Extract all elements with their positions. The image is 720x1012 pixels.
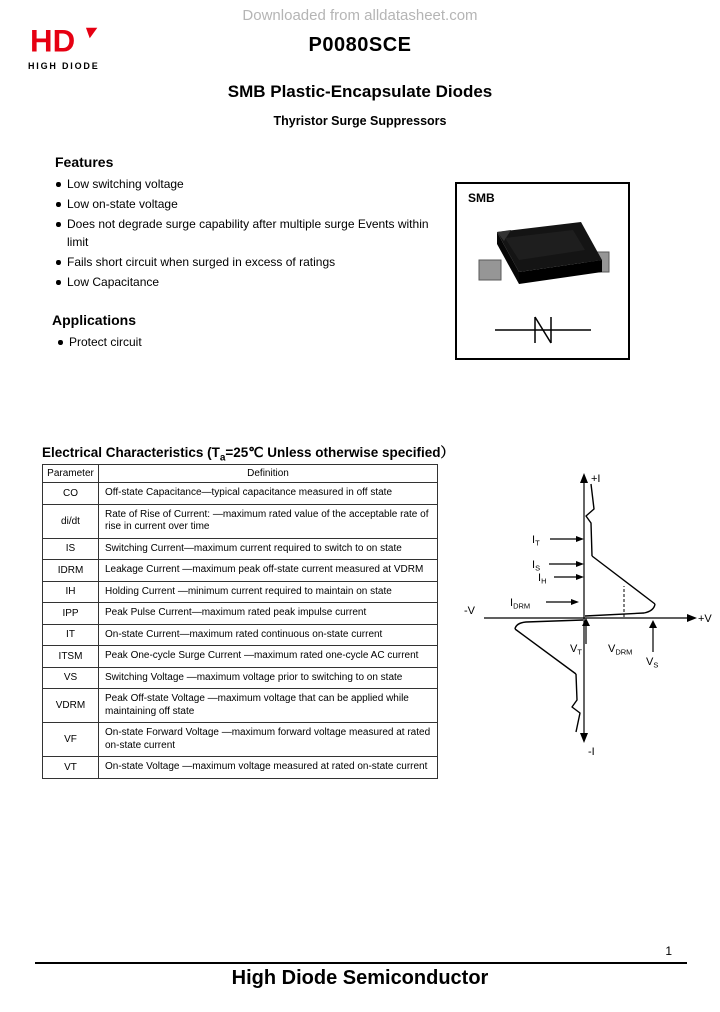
ec-heading-post: =25℃ Unless otherwise specified） xyxy=(225,445,455,460)
axis-label-minus-v: -V xyxy=(464,605,475,617)
vs-arrow-icon xyxy=(649,620,657,628)
parameter-cell: VF xyxy=(43,723,99,757)
definition-cell: Leakage Current —maximum peak off-state current measured at VDRM xyxy=(99,560,438,582)
table-body xyxy=(43,483,438,779)
curve-positive-onstate xyxy=(586,484,594,556)
list-item-text: Does not degrade surge capability after multiple surge Events within limit xyxy=(67,217,429,249)
parameter-cell: ITSM xyxy=(43,646,99,668)
list-item xyxy=(55,215,447,251)
footer-company-name: High Diode Semiconductor xyxy=(231,967,489,989)
thyristor-symbol-icon xyxy=(493,308,593,352)
parameter-cell: VDRM xyxy=(43,689,99,723)
list-item xyxy=(55,175,447,193)
curve-positive-offstate xyxy=(585,604,655,616)
ih-arrow-icon xyxy=(576,574,584,580)
parameter-cell: VS xyxy=(43,667,99,689)
parameter-cell: IH xyxy=(43,581,99,603)
label-vdrm: $V_{DRM}$ xyxy=(608,643,633,657)
table-row xyxy=(43,560,438,582)
list-item-text: Low on-state voltage xyxy=(67,197,178,211)
curve-negative-switchback xyxy=(515,629,576,674)
idrm-arrow-icon xyxy=(571,599,579,605)
axis-label-plus-v: +V xyxy=(698,613,712,625)
list-item xyxy=(55,253,447,271)
is-arrow-icon xyxy=(576,561,584,567)
table-row xyxy=(43,757,438,779)
bullet-icon xyxy=(56,202,61,207)
bullet-icon xyxy=(56,182,61,187)
brand-name: HIGH DIODE xyxy=(28,61,100,71)
axis-arrow-down-icon xyxy=(580,733,588,743)
definition-cell: Rate of Rise of Current: —maximum rated value of the acceptable rate of rise in current over time xyxy=(99,504,438,538)
parameter-cell: CO xyxy=(43,483,99,505)
definition-cell: Switching Current—maximum current required to switch to on state xyxy=(99,538,438,560)
definition-cell: Switching Voltage —maximum voltage prior to switching to on state xyxy=(99,667,438,689)
table-row xyxy=(43,603,438,625)
package-outline-box xyxy=(455,182,630,360)
vt-arrow-icon xyxy=(582,618,590,626)
bullet-icon xyxy=(58,340,63,345)
ec-heading-subscript: a xyxy=(219,452,226,464)
axis-arrow-right-icon xyxy=(687,614,697,622)
label-vs: $V_S$ xyxy=(646,656,659,670)
bullet-icon xyxy=(56,222,61,227)
table-row xyxy=(43,723,438,757)
axis-arrow-up-icon xyxy=(580,473,588,483)
list-item-text: Fails short circuit when surged in excess of ratings xyxy=(67,255,336,269)
table-row xyxy=(43,538,438,560)
definition-cell: Peak Pulse Current—maximum rated peak impulse current xyxy=(99,603,438,625)
label-idrm: $I_{DRM}$ xyxy=(510,597,531,611)
list-item-text: Low Capacitance xyxy=(67,275,160,289)
table-row xyxy=(43,483,438,505)
label-it: $I_T$ xyxy=(532,534,540,548)
part-number: P0080SCE xyxy=(308,34,412,56)
label-vt: $V_T$ xyxy=(570,643,582,657)
parameter-cell: IS xyxy=(43,538,99,560)
table-row xyxy=(43,667,438,689)
table-row xyxy=(43,624,438,646)
hd-logo-text: HD xyxy=(30,24,76,59)
parameter-cell: IDRM xyxy=(43,560,99,582)
axis-label-plus-i: +I xyxy=(591,473,601,485)
table-row xyxy=(43,504,438,538)
definition-cell: Peak One-cycle Surge Current —maximum rated one-cycle AC current xyxy=(99,646,438,668)
document-title: SMB Plastic-Encapsulate Diodes xyxy=(227,82,493,101)
parameter-cell: IT xyxy=(43,624,99,646)
definition-cell: On-state Voltage —maximum voltage measured at rated on-state current xyxy=(99,757,438,779)
bullet-icon xyxy=(56,260,61,265)
list-item xyxy=(55,195,447,213)
definition-cell: Peak Off-state Voltage —maximum voltage that can be applied while maintaining off state xyxy=(99,689,438,723)
smb-package-image xyxy=(469,210,619,305)
electrical-characteristics-table xyxy=(42,464,438,779)
definition-cell: Holding Current —minimum current required to maintain on state xyxy=(99,581,438,603)
document-subtitle: Thyristor Surge Suppressors xyxy=(273,114,447,128)
ec-heading-pre: Electrical Characteristics (T xyxy=(42,445,220,460)
footer-divider xyxy=(35,962,687,964)
features-heading: Features xyxy=(55,154,114,170)
col-header-parameter: Parameter xyxy=(43,465,99,483)
features-list xyxy=(55,175,447,293)
page-number: 1 xyxy=(665,944,672,958)
list-item-text: Protect circuit xyxy=(69,335,142,349)
definition-cell: On-state Forward Voltage —maximum forward voltage measured at rated on-state current xyxy=(99,723,438,757)
table-row xyxy=(43,581,438,603)
it-arrow-icon xyxy=(576,536,584,542)
table-row xyxy=(43,689,438,723)
label-is: $I_S$ xyxy=(532,559,541,573)
col-header-definition: Definition xyxy=(99,465,438,483)
parameter-cell: di/dt xyxy=(43,504,99,538)
watermark: Downloaded from alldatasheet.com xyxy=(242,7,478,24)
list-item xyxy=(55,273,447,291)
electrical-characteristics-heading xyxy=(42,441,454,464)
curve-negative-onstate xyxy=(572,674,580,732)
parameter-cell: VT xyxy=(43,757,99,779)
table-row xyxy=(43,646,438,668)
table-header-row xyxy=(43,465,438,483)
curve-negative-offstate xyxy=(515,620,583,629)
applications-heading: Applications xyxy=(52,312,137,328)
list-item-text: Low switching voltage xyxy=(67,177,184,191)
list-item xyxy=(57,333,357,351)
iv-characteristic-graph xyxy=(464,468,716,768)
package-name: SMB xyxy=(468,191,495,205)
applications-list xyxy=(57,333,357,353)
definition-cell: Off-state Capacitance—typical capacitance measured in off state xyxy=(99,483,438,505)
definition-cell: On-state Current—maximum rated continuous on-state current xyxy=(99,624,438,646)
axis-label-minus-i: -I xyxy=(588,746,595,758)
parameter-cell: IPP xyxy=(43,603,99,625)
label-ih: $I_H$ xyxy=(538,572,547,586)
bullet-icon xyxy=(56,280,61,285)
